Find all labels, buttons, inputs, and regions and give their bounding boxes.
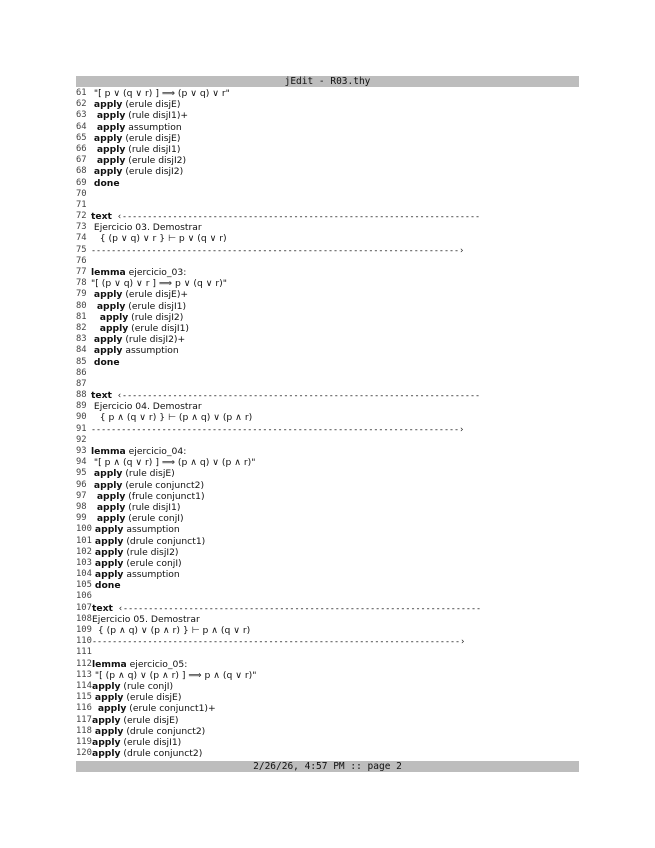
code-content: (erule disjE) xyxy=(122,132,181,144)
keyword: apply xyxy=(99,322,129,334)
code-line xyxy=(76,267,579,278)
keyword: apply xyxy=(94,557,124,569)
code-content: -------------------------------------------------------------------------› xyxy=(91,244,465,255)
line-number: 67 xyxy=(76,155,87,166)
code-text xyxy=(91,357,120,368)
line-number: 116 xyxy=(76,703,92,714)
keyword: apply xyxy=(96,143,126,155)
code-line xyxy=(76,681,579,692)
code-line xyxy=(76,245,579,256)
line-number: 119 xyxy=(76,736,92,747)
line-number: 118 xyxy=(76,725,92,736)
code-content: (erule disjI1) xyxy=(125,300,187,312)
line-number: 92 xyxy=(76,434,87,445)
line-number: 115 xyxy=(76,692,92,703)
code-line xyxy=(76,368,579,379)
code-line xyxy=(76,726,579,737)
keyword: apply xyxy=(92,748,121,760)
code-text xyxy=(92,726,205,737)
line-number: 66 xyxy=(76,143,87,154)
code-text xyxy=(91,301,186,312)
line-number: 99 xyxy=(76,513,87,524)
code-line xyxy=(76,424,579,435)
code-text xyxy=(92,580,121,591)
line-number: 74 xyxy=(76,233,87,244)
keyword: lemma xyxy=(91,267,126,278)
code-text xyxy=(92,737,181,748)
code-text xyxy=(91,245,464,256)
keyword: apply xyxy=(93,132,123,144)
code-text xyxy=(91,491,205,502)
code-text xyxy=(91,133,180,144)
code-text xyxy=(91,323,189,334)
keyword: apply xyxy=(96,110,126,122)
line-number: 113 xyxy=(76,669,92,680)
code-text xyxy=(91,88,230,99)
code-text xyxy=(91,312,183,323)
code-content: (rule disjI2)+ xyxy=(122,334,186,346)
code-content: Ejercicio 03. Demostrar xyxy=(93,222,202,234)
line-number: 93 xyxy=(76,446,87,456)
code-text xyxy=(91,122,182,133)
code-text xyxy=(91,110,188,121)
keyword: apply xyxy=(99,311,129,323)
code-line xyxy=(76,580,579,591)
code-line xyxy=(76,379,579,390)
line-number: 78 xyxy=(76,278,87,289)
code-text xyxy=(92,547,179,558)
keyword: apply xyxy=(96,300,126,312)
code-text xyxy=(92,625,250,636)
line-number: 71 xyxy=(76,199,87,210)
line-number: 75 xyxy=(76,244,87,255)
code-line xyxy=(76,222,579,233)
line-number: 102 xyxy=(76,546,92,557)
code-content: (erule conjI) xyxy=(125,513,184,525)
code-text xyxy=(92,569,180,580)
line-number: 117 xyxy=(76,714,92,725)
line-number: 91 xyxy=(76,423,87,434)
code-line xyxy=(76,412,579,423)
code-text xyxy=(91,334,185,345)
code-line xyxy=(76,200,579,211)
code-content: { (p ∧ q) ∨ (p ∧ r) } ⊢ p ∧ (q ∨ r) xyxy=(97,625,251,636)
code-content: (rule disjE) xyxy=(122,468,175,480)
line-number: 76 xyxy=(76,255,87,266)
code-line xyxy=(76,491,579,502)
code-line xyxy=(76,401,579,412)
code-content: (erule conjI) xyxy=(123,557,182,569)
code-text xyxy=(92,748,202,759)
keyword: apply xyxy=(96,513,126,525)
line-number: 65 xyxy=(76,132,87,143)
code-content: ‹----------------------------------------------------------------------- xyxy=(111,211,481,222)
code-text xyxy=(92,692,181,703)
code-content: "[ (p ∨ q) ∨ r ] ⟹ p ∨ (q ∨ r)" xyxy=(91,278,227,290)
keyword: apply xyxy=(94,535,124,547)
code-content: Ejercicio 05. Demostrar xyxy=(92,613,200,625)
code-line xyxy=(76,591,579,602)
code-content: (erule disjI2) xyxy=(125,155,187,167)
keyword: done xyxy=(94,580,121,592)
line-number: 110 xyxy=(76,636,92,647)
keyword: apply xyxy=(93,479,123,491)
code-line xyxy=(76,636,579,647)
code-content: (drule conjunct2) xyxy=(123,725,206,737)
code-content: { p ∧ (q ∨ r) } ⊢ (p ∧ q) ∨ (p ∧ r) xyxy=(99,412,253,424)
line-number: 96 xyxy=(76,479,87,490)
keyword: apply xyxy=(94,524,124,536)
line-number: 80 xyxy=(76,300,87,311)
line-number: 88 xyxy=(76,390,87,401)
keyword: apply xyxy=(92,736,121,748)
code-line xyxy=(76,312,579,323)
line-number: 112 xyxy=(76,658,92,669)
keyword: text xyxy=(91,390,112,402)
line-number: 120 xyxy=(76,748,92,759)
code-line xyxy=(76,233,579,244)
code-text xyxy=(91,144,180,155)
code-line xyxy=(76,457,579,468)
code-text xyxy=(92,524,180,535)
code-text xyxy=(91,166,183,177)
keyword: apply xyxy=(94,725,124,737)
code-text xyxy=(91,155,186,166)
code-content: (erule disjI1) xyxy=(120,736,182,748)
code-content: (drule conjunct1) xyxy=(123,535,206,547)
code-line xyxy=(76,659,579,670)
code-line xyxy=(76,122,579,133)
code-line xyxy=(76,692,579,703)
code-text xyxy=(91,468,175,479)
indent xyxy=(91,312,100,323)
code-line xyxy=(76,99,579,110)
code-line xyxy=(76,715,579,726)
code-line xyxy=(76,323,579,334)
code-content: "[ (p ∧ q) ∨ (p ∧ r) ] ⟹ p ∧ (q ∨ r)" xyxy=(94,669,257,681)
code-content: "[ p ∧ (q ∨ r) ] ⟹ (p ∧ q) ∨ (p ∧ r)" xyxy=(93,457,256,469)
code-content: (rule disjI2) xyxy=(123,546,179,558)
code-text xyxy=(92,670,256,681)
code-content: { (p ∨ q) ∨ r } ⊢ p ∨ (q ∨ r) xyxy=(99,233,227,245)
keyword: apply xyxy=(93,334,123,346)
code-line xyxy=(76,345,579,356)
line-number: 83 xyxy=(76,334,87,345)
keyword: apply xyxy=(96,490,126,502)
code-line xyxy=(76,603,579,614)
line-number: 79 xyxy=(76,289,87,300)
keyword: apply xyxy=(92,714,121,726)
line-number: 70 xyxy=(76,188,87,199)
line-number: 104 xyxy=(76,569,92,580)
keyword: apply xyxy=(94,569,124,581)
code-content: (rule disjI1) xyxy=(125,143,181,155)
code-content: ejercicio_05: xyxy=(126,658,188,670)
line-number: 73 xyxy=(76,222,87,233)
code-content: (rule disjI1)+ xyxy=(125,110,189,122)
code-content: (erule disjE) xyxy=(122,99,181,111)
code-line xyxy=(76,289,579,300)
code-text xyxy=(91,457,255,468)
code-content: ejercicio_04: xyxy=(125,446,187,457)
code-text xyxy=(91,345,179,356)
line-number: 85 xyxy=(76,356,87,367)
keyword: apply xyxy=(97,703,127,715)
code-line xyxy=(76,558,579,569)
code-line xyxy=(76,110,579,121)
indent xyxy=(91,233,100,244)
line-number: 98 xyxy=(76,501,87,512)
file-title: jEdit - R03.thy xyxy=(284,76,371,87)
line-number: 82 xyxy=(76,322,87,333)
code-listing xyxy=(76,88,579,759)
keyword: apply xyxy=(94,546,124,558)
indent xyxy=(91,323,100,334)
code-text xyxy=(91,480,204,491)
code-line xyxy=(76,536,579,547)
line-number: 87 xyxy=(76,378,87,389)
code-line xyxy=(76,256,579,267)
line-number: 72 xyxy=(76,211,87,222)
indent xyxy=(91,412,100,423)
keyword: apply xyxy=(93,99,123,111)
keyword: apply xyxy=(92,680,121,692)
code-text xyxy=(92,659,187,670)
code-line xyxy=(76,88,579,99)
code-line xyxy=(76,502,579,513)
line-number: 64 xyxy=(76,121,87,132)
code-line xyxy=(76,547,579,558)
code-content: ‹----------------------------------------------------------------------- xyxy=(111,390,481,401)
code-content: (rule disjI2) xyxy=(128,311,184,323)
code-line xyxy=(76,278,579,289)
code-text xyxy=(91,390,480,401)
keyword: apply xyxy=(93,166,123,178)
code-text xyxy=(91,233,227,244)
code-text xyxy=(92,636,465,647)
code-content: (erule disjE) xyxy=(123,692,182,704)
line-number: 86 xyxy=(76,367,87,378)
code-line xyxy=(76,144,579,155)
line-number: 77 xyxy=(76,267,87,277)
keyword: done xyxy=(93,356,120,368)
code-content: ‹----------------------------------------------------------------------- xyxy=(112,602,482,613)
code-content: Ejercicio 04. Demostrar xyxy=(93,401,202,413)
code-text xyxy=(91,502,180,513)
code-line xyxy=(76,670,579,681)
code-line xyxy=(76,211,579,222)
print-info: 2/26/26, 4:57 PM :: page 2 xyxy=(253,761,402,772)
keyword: lemma xyxy=(92,658,127,670)
keyword: text xyxy=(91,211,112,223)
keyword: apply xyxy=(94,692,124,704)
line-number: 107 xyxy=(76,602,92,613)
code-line xyxy=(76,446,579,457)
code-content: (erule conjunct1)+ xyxy=(126,703,216,715)
code-line xyxy=(76,748,579,759)
code-text xyxy=(92,603,481,614)
line-number: 109 xyxy=(76,625,92,635)
code-line xyxy=(76,703,579,714)
code-line xyxy=(76,133,579,144)
keyword: apply xyxy=(93,289,123,301)
code-content: (rule disjI1) xyxy=(125,501,181,513)
code-text xyxy=(91,211,480,222)
code-line xyxy=(76,569,579,580)
code-line xyxy=(76,334,579,345)
code-content: assumption xyxy=(125,121,182,133)
keyword: apply xyxy=(93,345,123,357)
line-number: 111 xyxy=(76,647,92,658)
line-number: 97 xyxy=(76,490,87,501)
code-line xyxy=(76,155,579,166)
code-content: (drule conjunct2) xyxy=(120,748,203,760)
keyword: lemma xyxy=(91,446,126,457)
line-number: 106 xyxy=(76,591,92,602)
line-number: 68 xyxy=(76,166,87,177)
code-line xyxy=(76,435,579,446)
line-number: 103 xyxy=(76,557,92,568)
code-line xyxy=(76,301,579,312)
line-number: 61 xyxy=(76,88,87,98)
keyword: apply xyxy=(96,121,126,133)
code-text xyxy=(92,681,173,692)
code-text xyxy=(91,267,186,278)
code-content: (erule conjunct2) xyxy=(122,479,205,491)
code-text xyxy=(92,536,205,547)
line-number: 69 xyxy=(76,177,87,188)
line-number: 105 xyxy=(76,580,92,591)
code-line xyxy=(76,480,579,491)
code-line xyxy=(76,357,579,368)
code-line xyxy=(76,737,579,748)
code-content: assumption xyxy=(123,524,180,536)
code-content: assumption xyxy=(123,569,180,581)
line-number: 84 xyxy=(76,345,87,356)
line-number: 94 xyxy=(76,457,87,468)
line-number: 100 xyxy=(76,524,92,535)
keyword: apply xyxy=(96,501,126,513)
code-text xyxy=(91,412,252,423)
code-line xyxy=(76,647,579,658)
code-text xyxy=(91,446,186,457)
code-text xyxy=(91,401,202,412)
footer-bar xyxy=(76,761,579,772)
code-line xyxy=(76,178,579,189)
line-number: 90 xyxy=(76,412,87,423)
line-number: 62 xyxy=(76,99,87,110)
line-number: 114 xyxy=(76,680,92,691)
line-number: 95 xyxy=(76,468,87,479)
code-content: "[ p ∨ (q ∨ r) ] ⟹ (p ∨ q) ∨ r" xyxy=(93,88,230,99)
code-content: (erule disjI2) xyxy=(122,166,184,178)
keyword: apply xyxy=(93,468,123,480)
code-content: (frule conjunct1) xyxy=(125,490,205,502)
code-text xyxy=(91,289,188,300)
code-content: -------------------------------------------------------------------------› xyxy=(92,636,466,647)
line-number: 89 xyxy=(76,401,87,412)
code-line xyxy=(76,513,579,524)
code-text xyxy=(91,222,202,233)
code-content: (erule disjI1) xyxy=(128,322,190,334)
keyword: done xyxy=(93,177,120,189)
code-text xyxy=(91,278,227,289)
line-number: 63 xyxy=(76,110,87,121)
code-text xyxy=(91,513,184,524)
code-text xyxy=(92,703,216,714)
code-line xyxy=(76,189,579,200)
code-line xyxy=(76,390,579,401)
code-content: (erule disjE) xyxy=(120,714,179,726)
header-bar xyxy=(76,76,579,87)
code-line xyxy=(76,625,579,636)
code-line xyxy=(76,166,579,177)
code-text xyxy=(92,558,182,569)
keyword: apply xyxy=(96,155,126,167)
line-number: 81 xyxy=(76,311,87,322)
line-number: 101 xyxy=(76,535,92,546)
code-text xyxy=(91,99,180,110)
code-line xyxy=(76,468,579,479)
keyword: text xyxy=(92,602,113,614)
code-line xyxy=(76,614,579,625)
code-content: (rule conjI) xyxy=(120,680,174,692)
code-line xyxy=(76,524,579,535)
code-content: ejercicio_03: xyxy=(125,267,187,278)
code-content: assumption xyxy=(122,345,179,357)
code-text xyxy=(91,178,120,189)
line-number: 108 xyxy=(76,613,92,624)
code-text xyxy=(92,715,179,726)
code-text xyxy=(91,424,464,435)
code-content: -------------------------------------------------------------------------› xyxy=(91,423,465,434)
code-text xyxy=(92,614,200,625)
code-content: (erule disjE)+ xyxy=(122,289,189,301)
